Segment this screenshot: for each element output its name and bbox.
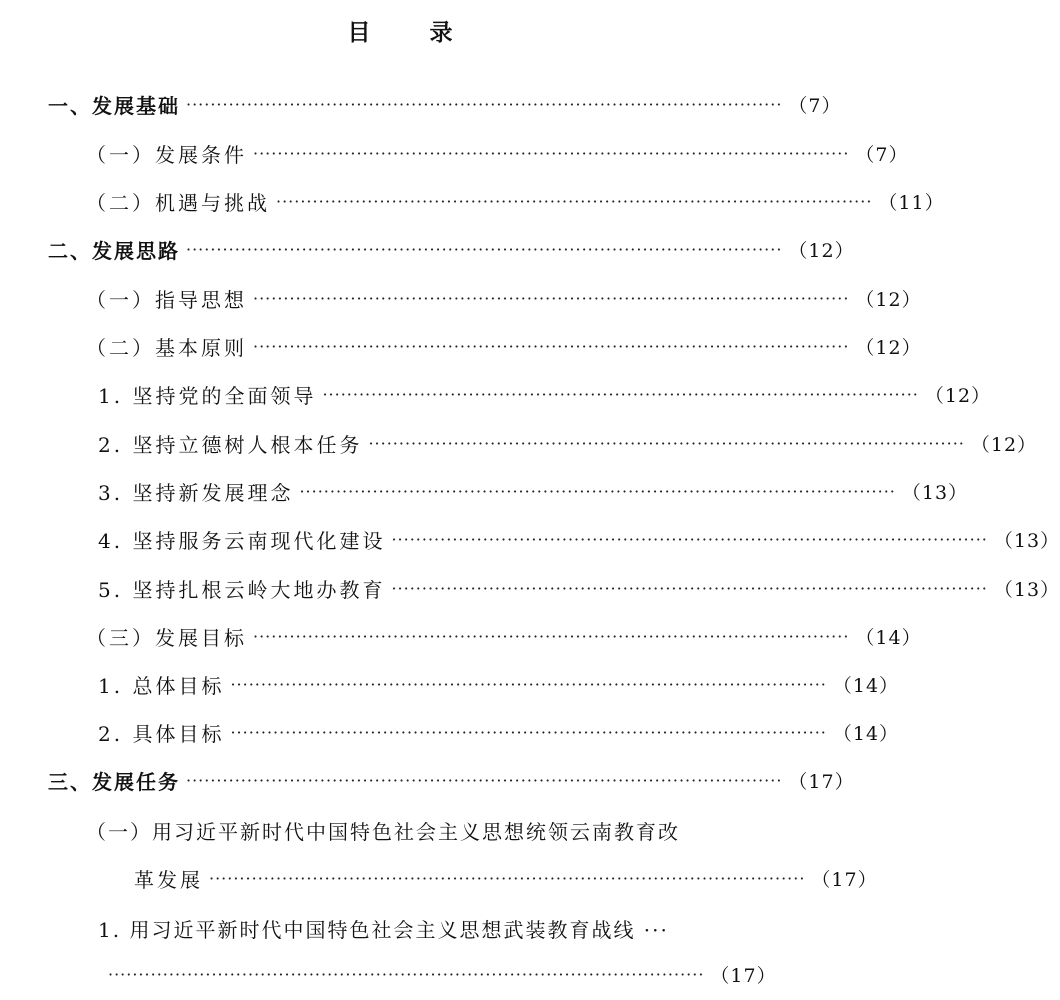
toc-entry[interactable]: [86, 616, 922, 656]
toc-entry-page: （7）: [788, 94, 842, 117]
dot-leader: ··································································································: [253, 626, 850, 646]
toc-entry[interactable]: [98, 664, 900, 704]
toc-entry-label: （一）发展条件: [86, 142, 247, 167]
toc-entry-label: 一、发展基础: [48, 93, 180, 118]
toc-entry[interactable]: [48, 84, 842, 124]
toc-entry-page: （13）: [901, 481, 969, 504]
toc-entry-label: （二）基本原则: [86, 335, 247, 360]
toc-entry-label: 2. 具体目标: [98, 721, 225, 746]
toc-entry-label: 革发展: [134, 867, 203, 892]
toc-entry[interactable]: [98, 471, 969, 511]
toc-entry-page: （13）: [993, 529, 1060, 552]
toc-entry-page: （17）: [788, 770, 855, 793]
dot-leader: ··································································································: [186, 94, 783, 114]
toc-entry[interactable]: [86, 133, 909, 173]
toc-entry[interactable]: [86, 326, 922, 366]
toc-entry-label: （三）发展目标: [86, 625, 247, 650]
toc-entry-label: 二、发展思路: [48, 238, 180, 263]
toc-entry[interactable]: [48, 760, 855, 800]
toc-entry[interactable]: [48, 229, 855, 269]
toc-entry[interactable]: [86, 181, 945, 221]
toc-entry-label: （二）机遇与挑战: [86, 190, 270, 215]
toc-entry-page: （7）: [855, 143, 909, 166]
dot-leader: ··································································································: [209, 868, 806, 888]
toc-entry-label: 三、发展任务: [48, 769, 180, 794]
toc-entry-label: 1. 坚持党的全面领导: [98, 383, 317, 408]
dot-leader: ··································································································: [253, 336, 850, 356]
toc-entry-page: （14）: [832, 674, 900, 697]
toc-entry-wrapped-line[interactable]: 1. 用习近平新时代中国特色社会主义思想武装教育战线 ···: [98, 917, 669, 942]
toc-entry-page: （17）: [710, 964, 777, 987]
toc-entry-label: 5. 坚持扎根云岭大地办教育: [98, 577, 386, 602]
toc-entry-page: （14）: [832, 722, 900, 745]
dot-leader: ··································································································: [230, 674, 827, 694]
dot-leader: ··································································································: [391, 578, 988, 598]
dot-leader: ··································································································: [368, 433, 965, 453]
toc-entry-label: 4. 坚持服务云南现代化建设: [98, 528, 386, 553]
toc-entry[interactable]: [86, 278, 922, 318]
toc-entry-label: 3. 坚持新发展理念: [98, 480, 294, 505]
toc-entry-page: （12）: [970, 433, 1038, 456]
toc-entry-page: （12）: [855, 288, 922, 311]
toc-entry[interactable]: [98, 568, 1060, 608]
toc-entry[interactable]: [98, 519, 1060, 559]
dot-leader: ··································································································: [230, 722, 827, 742]
toc-entry-page: （11）: [878, 191, 945, 214]
dot-leader: ··································································································: [322, 384, 919, 404]
dot-leader: ··································································································: [186, 770, 783, 790]
toc-entry-page: （17）: [811, 868, 878, 891]
toc-entry-label: 1. 总体目标: [98, 673, 225, 698]
toc-entry[interactable]: [98, 423, 1038, 463]
toc-entry[interactable]: [98, 712, 900, 752]
toc-entry-page: （12）: [924, 384, 992, 407]
dot-leader: ··································································································: [299, 481, 896, 501]
toc-title: 目 录: [347, 19, 471, 46]
toc-entry-page: （14）: [855, 626, 922, 649]
toc-entry-page: （12）: [855, 336, 922, 359]
dot-leader: ··································································································: [391, 529, 988, 549]
toc-entry-page: （12）: [788, 239, 855, 262]
toc-entry[interactable]: [134, 858, 878, 898]
toc-entry[interactable]: [108, 954, 777, 994]
dot-leader: ··································································································: [186, 239, 783, 259]
dot-leader: ··································································································: [108, 964, 705, 984]
toc-entry-label: 2. 坚持立德树人根本任务: [98, 432, 363, 457]
dot-leader: ··································································································: [253, 143, 850, 163]
toc-entry-page: （13）: [993, 578, 1060, 601]
dot-leader: ··································································································: [276, 191, 873, 211]
toc-entry-label: （一）指导思想: [86, 287, 247, 312]
dot-leader: ··································································································: [253, 288, 850, 308]
toc-entry[interactable]: [98, 374, 992, 414]
toc-entry-wrapped-line[interactable]: （一）用习近平新时代中国特色社会主义思想统领云南教育改: [86, 819, 680, 844]
